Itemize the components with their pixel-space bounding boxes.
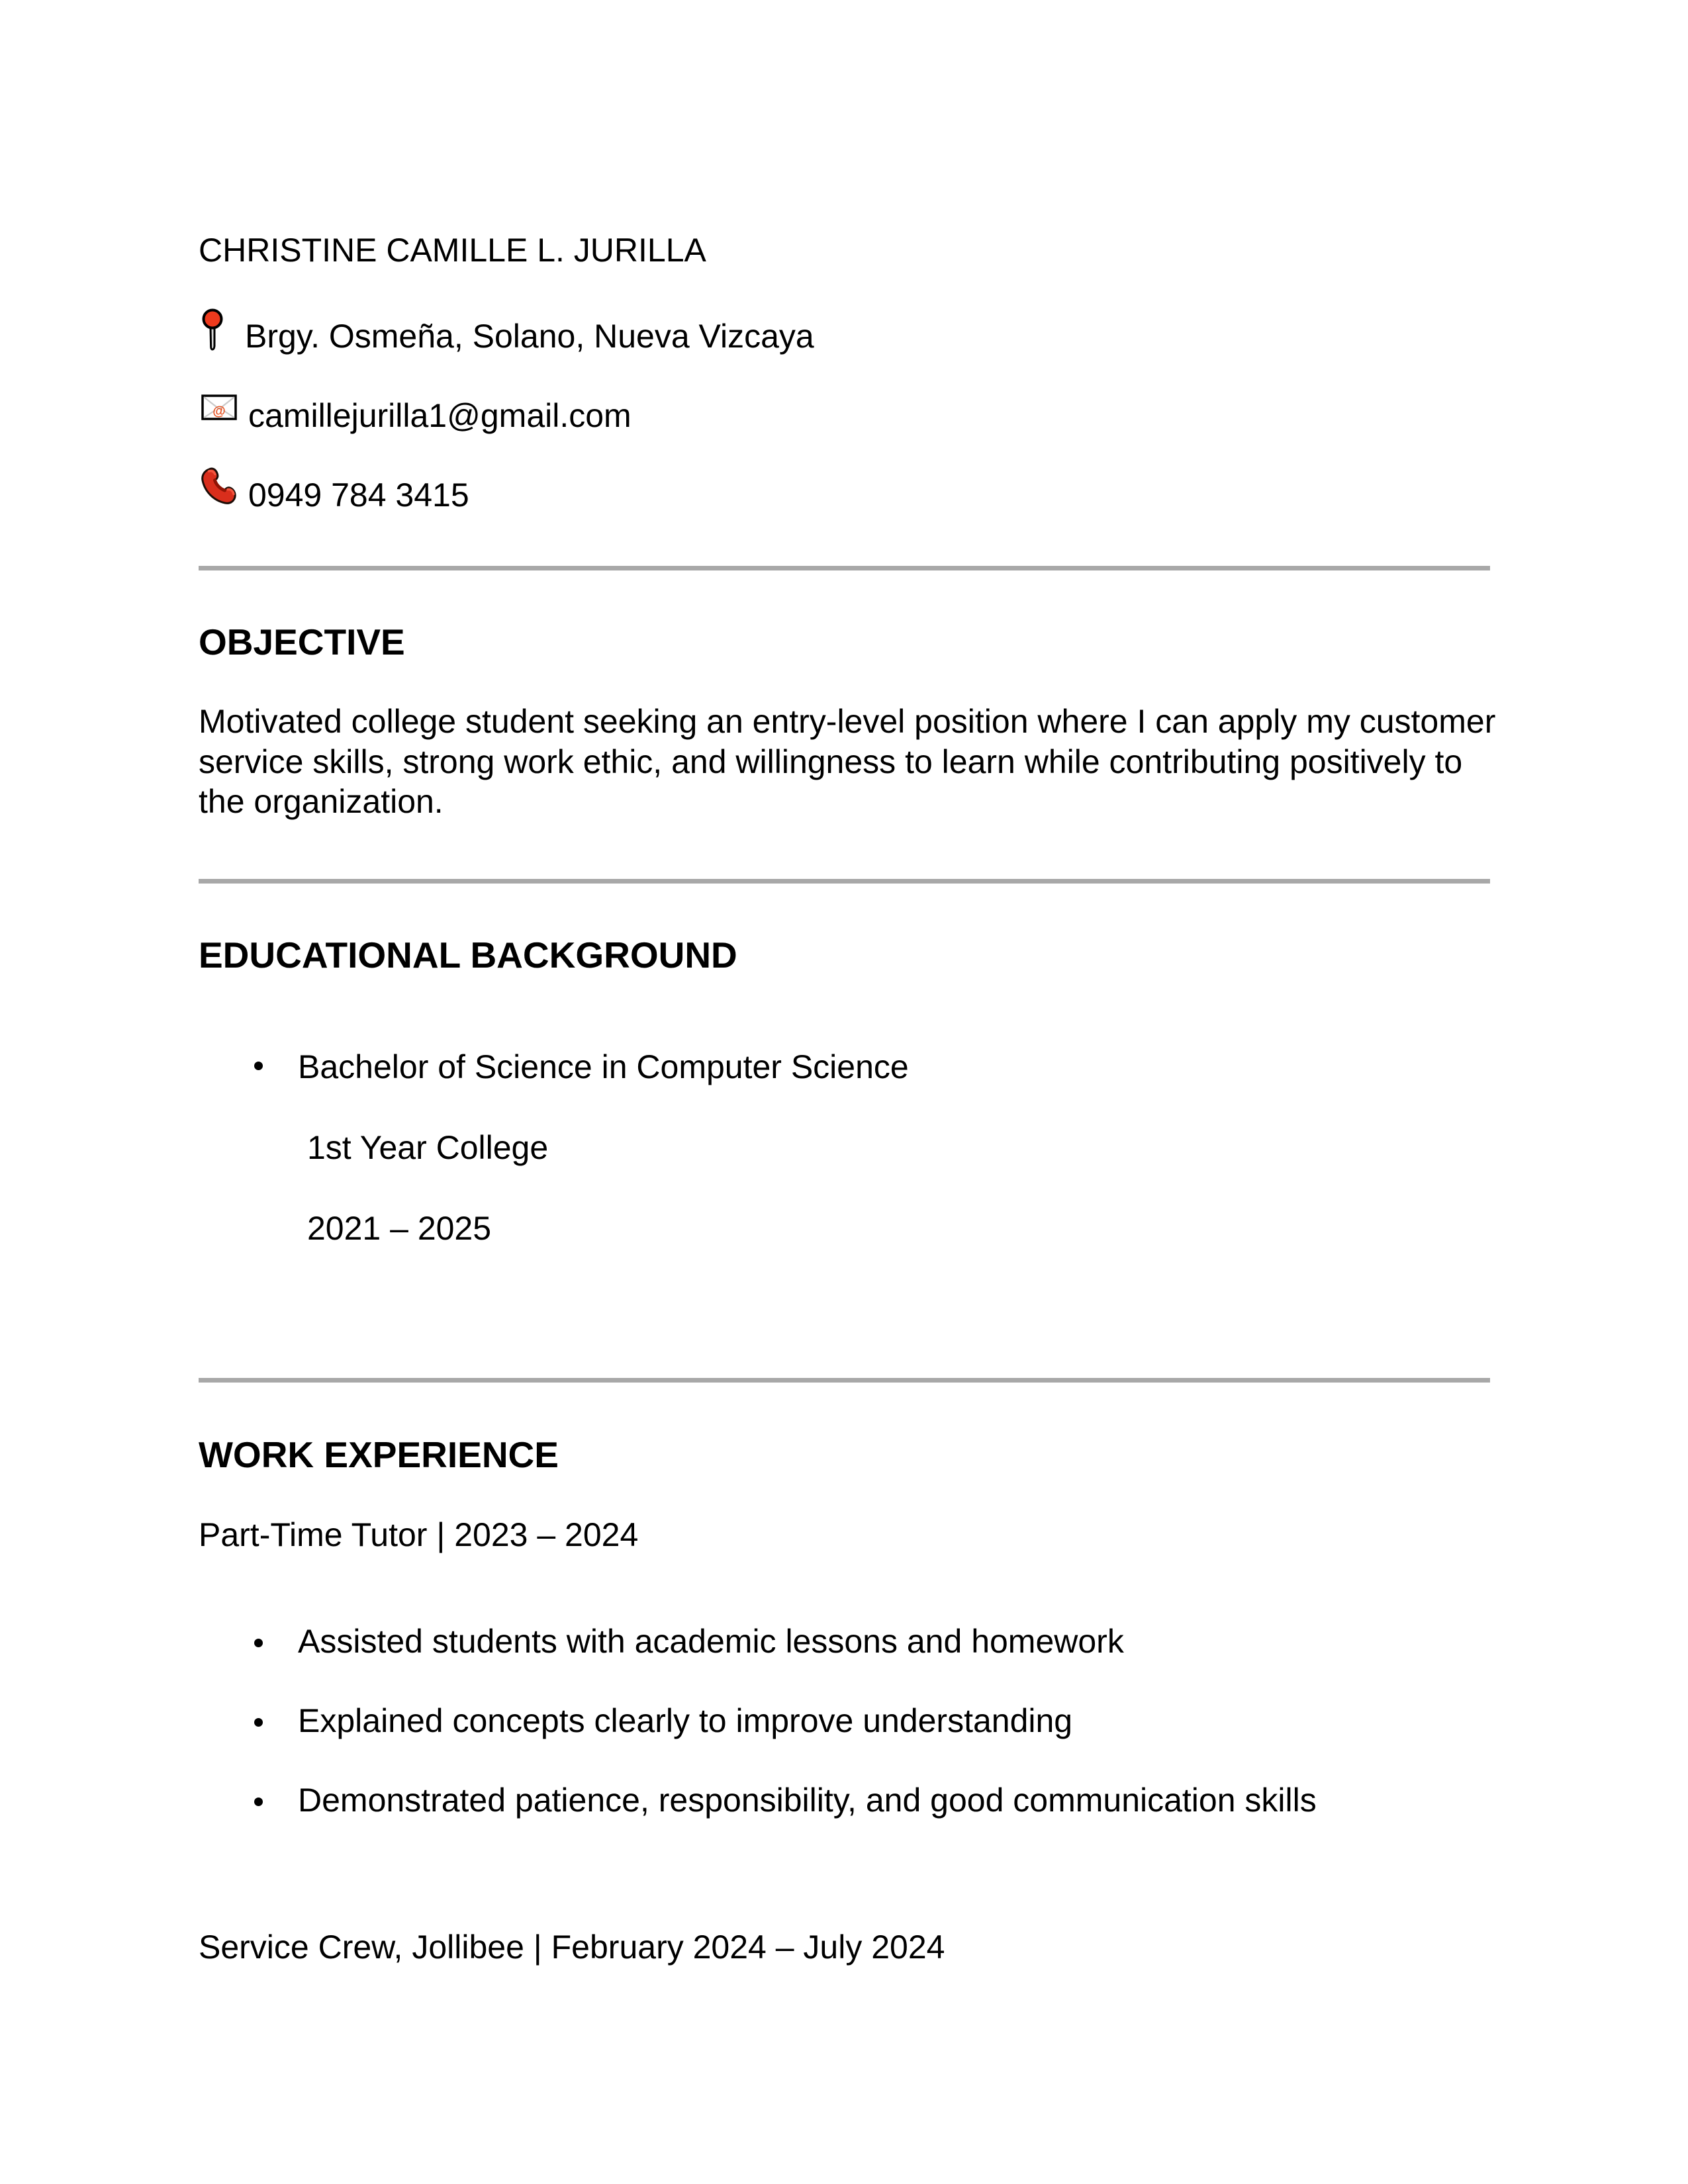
work-bullet-2: Explained concepts clearly to improve understanding <box>298 1702 1073 1739</box>
location-pin-icon <box>202 308 223 353</box>
contact-phone-text: 0949 784 3415 <box>248 477 469 514</box>
job-title-tutor: Part-Time Tutor | 2023 – 2024 <box>199 1516 639 1553</box>
section-divider <box>199 566 1490 570</box>
email-at-glyph: @ <box>212 404 226 419</box>
phone-icon <box>201 467 236 504</box>
candidate-name: CHRISTINE CAMILLE L. JURILLA <box>199 232 706 269</box>
education-degree: Bachelor of Science in Computer Science <box>298 1048 909 1085</box>
bullet-dot-icon <box>254 1797 263 1806</box>
education-heading: EDUCATIONAL BACKGROUND <box>199 934 737 976</box>
objective-paragraph: Motivated college student seeking an entry-level position where I can apply my customer service skills, strong work ethic, and willingness to learn while contributing positively to the organization. <box>199 703 1496 820</box>
objective-heading: OBJECTIVE <box>199 621 405 662</box>
education-years: 2021 – 2025 <box>307 1210 492 1247</box>
work-bullet-1: Assisted students with academic lessons and homework <box>298 1623 1124 1660</box>
email-icon <box>201 394 237 420</box>
bullet-dot-icon <box>254 1718 263 1727</box>
job-title-service-crew: Service Crew, Jollibee | February 2024 – July 2024 <box>199 1929 945 1966</box>
section-divider <box>199 879 1490 884</box>
work-heading: WORK EXPERIENCE <box>199 1434 559 1475</box>
bullet-dot-icon <box>254 1062 263 1070</box>
section-divider <box>199 1378 1490 1383</box>
work-bullet-3: Demonstrated patience, responsibility, and good communication skills <box>298 1782 1317 1819</box>
contact-location-text: Brgy. Osmeña, Solano, Nueva Vizcaya <box>245 318 814 355</box>
bullet-dot-icon <box>254 1639 263 1647</box>
contact-email-text: camillejurilla1@gmail.com <box>248 397 632 434</box>
education-year-level: 1st Year College <box>307 1129 549 1166</box>
